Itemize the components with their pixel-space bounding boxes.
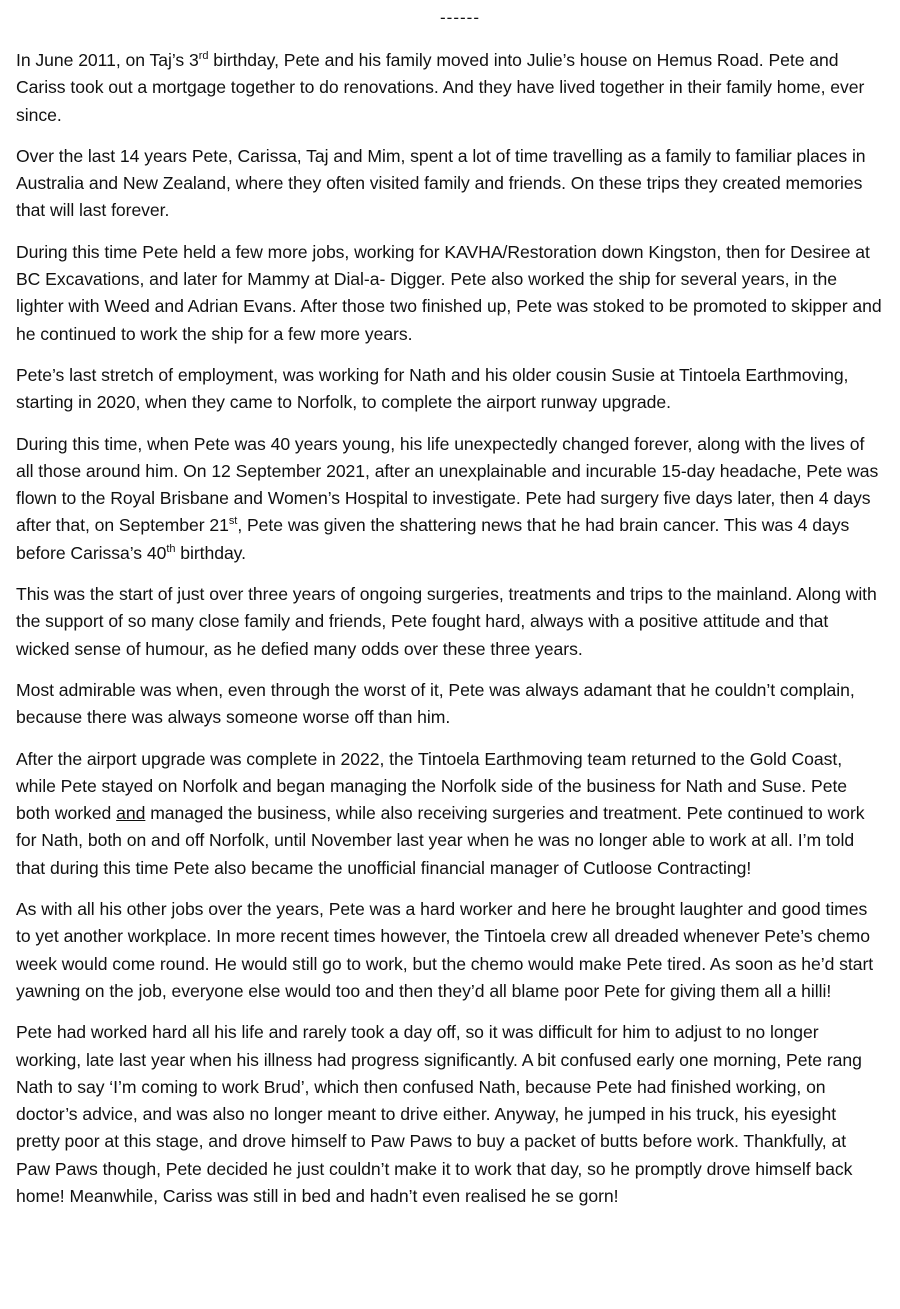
ordinal-suffix: rd — [198, 50, 209, 63]
paragraph-5-text-a: During this time, when Pete was 40 years young, his life unexpectedly changed forever, along with the lives of all those around him. On 12 September 2021, after an unexplainable and incurable 15-day headache, Pete was flown to the Royal Brisbane and Women’s Hospital to investigate. Pete had surgery five days later, then 4 days after that, on September 21 — [16, 433, 879, 536]
paragraph-5-text-c: birthday. — [175, 542, 246, 563]
paragraph-10: Pete had worked hard all his life and rarely took a day off, so it was difficult for him to adjust to no longer working, late last year when his illness had progress significantly. A bit confused early one morning, Pete rang Nath to say ‘I’m coming to work Brud’, which then confused Nath, because Pete had finished working, on doctor’s advice, and was also no longer meant to drive either. Anyway, he jumped in his truck, his eyesight pretty poor at this stage, and drove himself to Paw Paws to buy a packet of butts before work. Thankfully, at Paw Paws though, Pete decided he just couldn’t make it to work that day, so he promptly drove himself back home! Meanwhile, Cariss was still in bed and hadn’t even realised he se gorn! — [16, 1022, 862, 1206]
section-separator: ------ — [440, 8, 480, 27]
underlined-word: and — [116, 803, 146, 824]
paragraph-5 — [16, 431, 884, 567]
ordinal-suffix: st — [228, 515, 238, 528]
paragraph-5-text-b: , Pete was given the shattering news that he had brain cancer. This was 4 days before Carissa’s 40 — [16, 515, 850, 563]
paragraph-2: Over the last 14 years Pete, Carissa, Taj and Mim, spent a lot of time travelling as a family to familiar places in Australia and New Zealand, where they often visited family and friends. On these trips they created memories that will last forever. — [16, 145, 866, 221]
document-page — [16, 0, 884, 1224]
paragraph-7: Most admirable was when, even through the worst of it, Pete was always adamant that he couldn’t complain, because there was always someone worse off than him. — [16, 679, 855, 728]
paragraph-6: This was the start of just over three years of ongoing surgeries, treatments and trips to the mainland. Along with the support of so many close family and friends, Pete fought hard, always with a positive attitude and that wicked sense of humour, as he defied many odds over these three years. — [16, 584, 877, 659]
paragraph-8-text-b: managed the business, while also receiving surgeries and treatment. Pete continued to work for Nath, both on and off Norfolk, until November last year when he was no longer able to work at all. I’m told that during this time Pete also became the unofficial financial manager of Cutloose Contracting! — [16, 803, 865, 878]
paragraph-1-text-b: birthday, Pete and his family moved into Julie’s house on Hemus Road. Pete and Cariss took out a mortgage together to do renovations. And they have lived together in their family home, ever since. — [16, 50, 865, 125]
paragraph-4: Pete’s last stretch of employment, was working for Nath and his older cousin Susie at Tintoela Earthmoving, starting in 2020, when they came to Norfolk, to complete the airport runway upgrade. — [16, 364, 849, 413]
paragraph-9: As with all his other jobs over the years, Pete was a hard worker and here he brought laughter and good times to yet another workplace. In more recent times however, the Tintoela crew all dreaded whenever Pete’s chemo week would come round. He would still go to work, but the chemo would make Pete tired. As soon as he’d start yawning on the job, everyone else would too and then they’d all blame poor Pete for giving them all a hilli! — [16, 899, 874, 1001]
paragraph-8-text-a: After the airport upgrade was complete in 2022, the Tintoela Earthmoving team returned to the Gold Coast, while Pete stayed on Norfolk and began managing the Norfolk side of the business for Nath and Suse. Pete both worked — [16, 748, 848, 824]
paragraph-8 — [16, 746, 884, 882]
paragraph-1-text-a: In June 2011, on Taj’s 3 — [16, 50, 199, 70]
paragraph-3: During this time Pete held a few more jobs, working for KAVHA/Restoration down Kingston, then for Desiree at BC Excavations, and later for Mammy at Dial-a- Digger. Pete also worked the ship for several years, in the lighter with Weed and Adrian Evans. After those two finished up, Pete was stoked to be promoted to skipper and he continued to work the ship for a few more years. — [16, 241, 882, 344]
paragraph-1 — [16, 47, 884, 129]
ordinal-suffix: th — [166, 542, 176, 555]
